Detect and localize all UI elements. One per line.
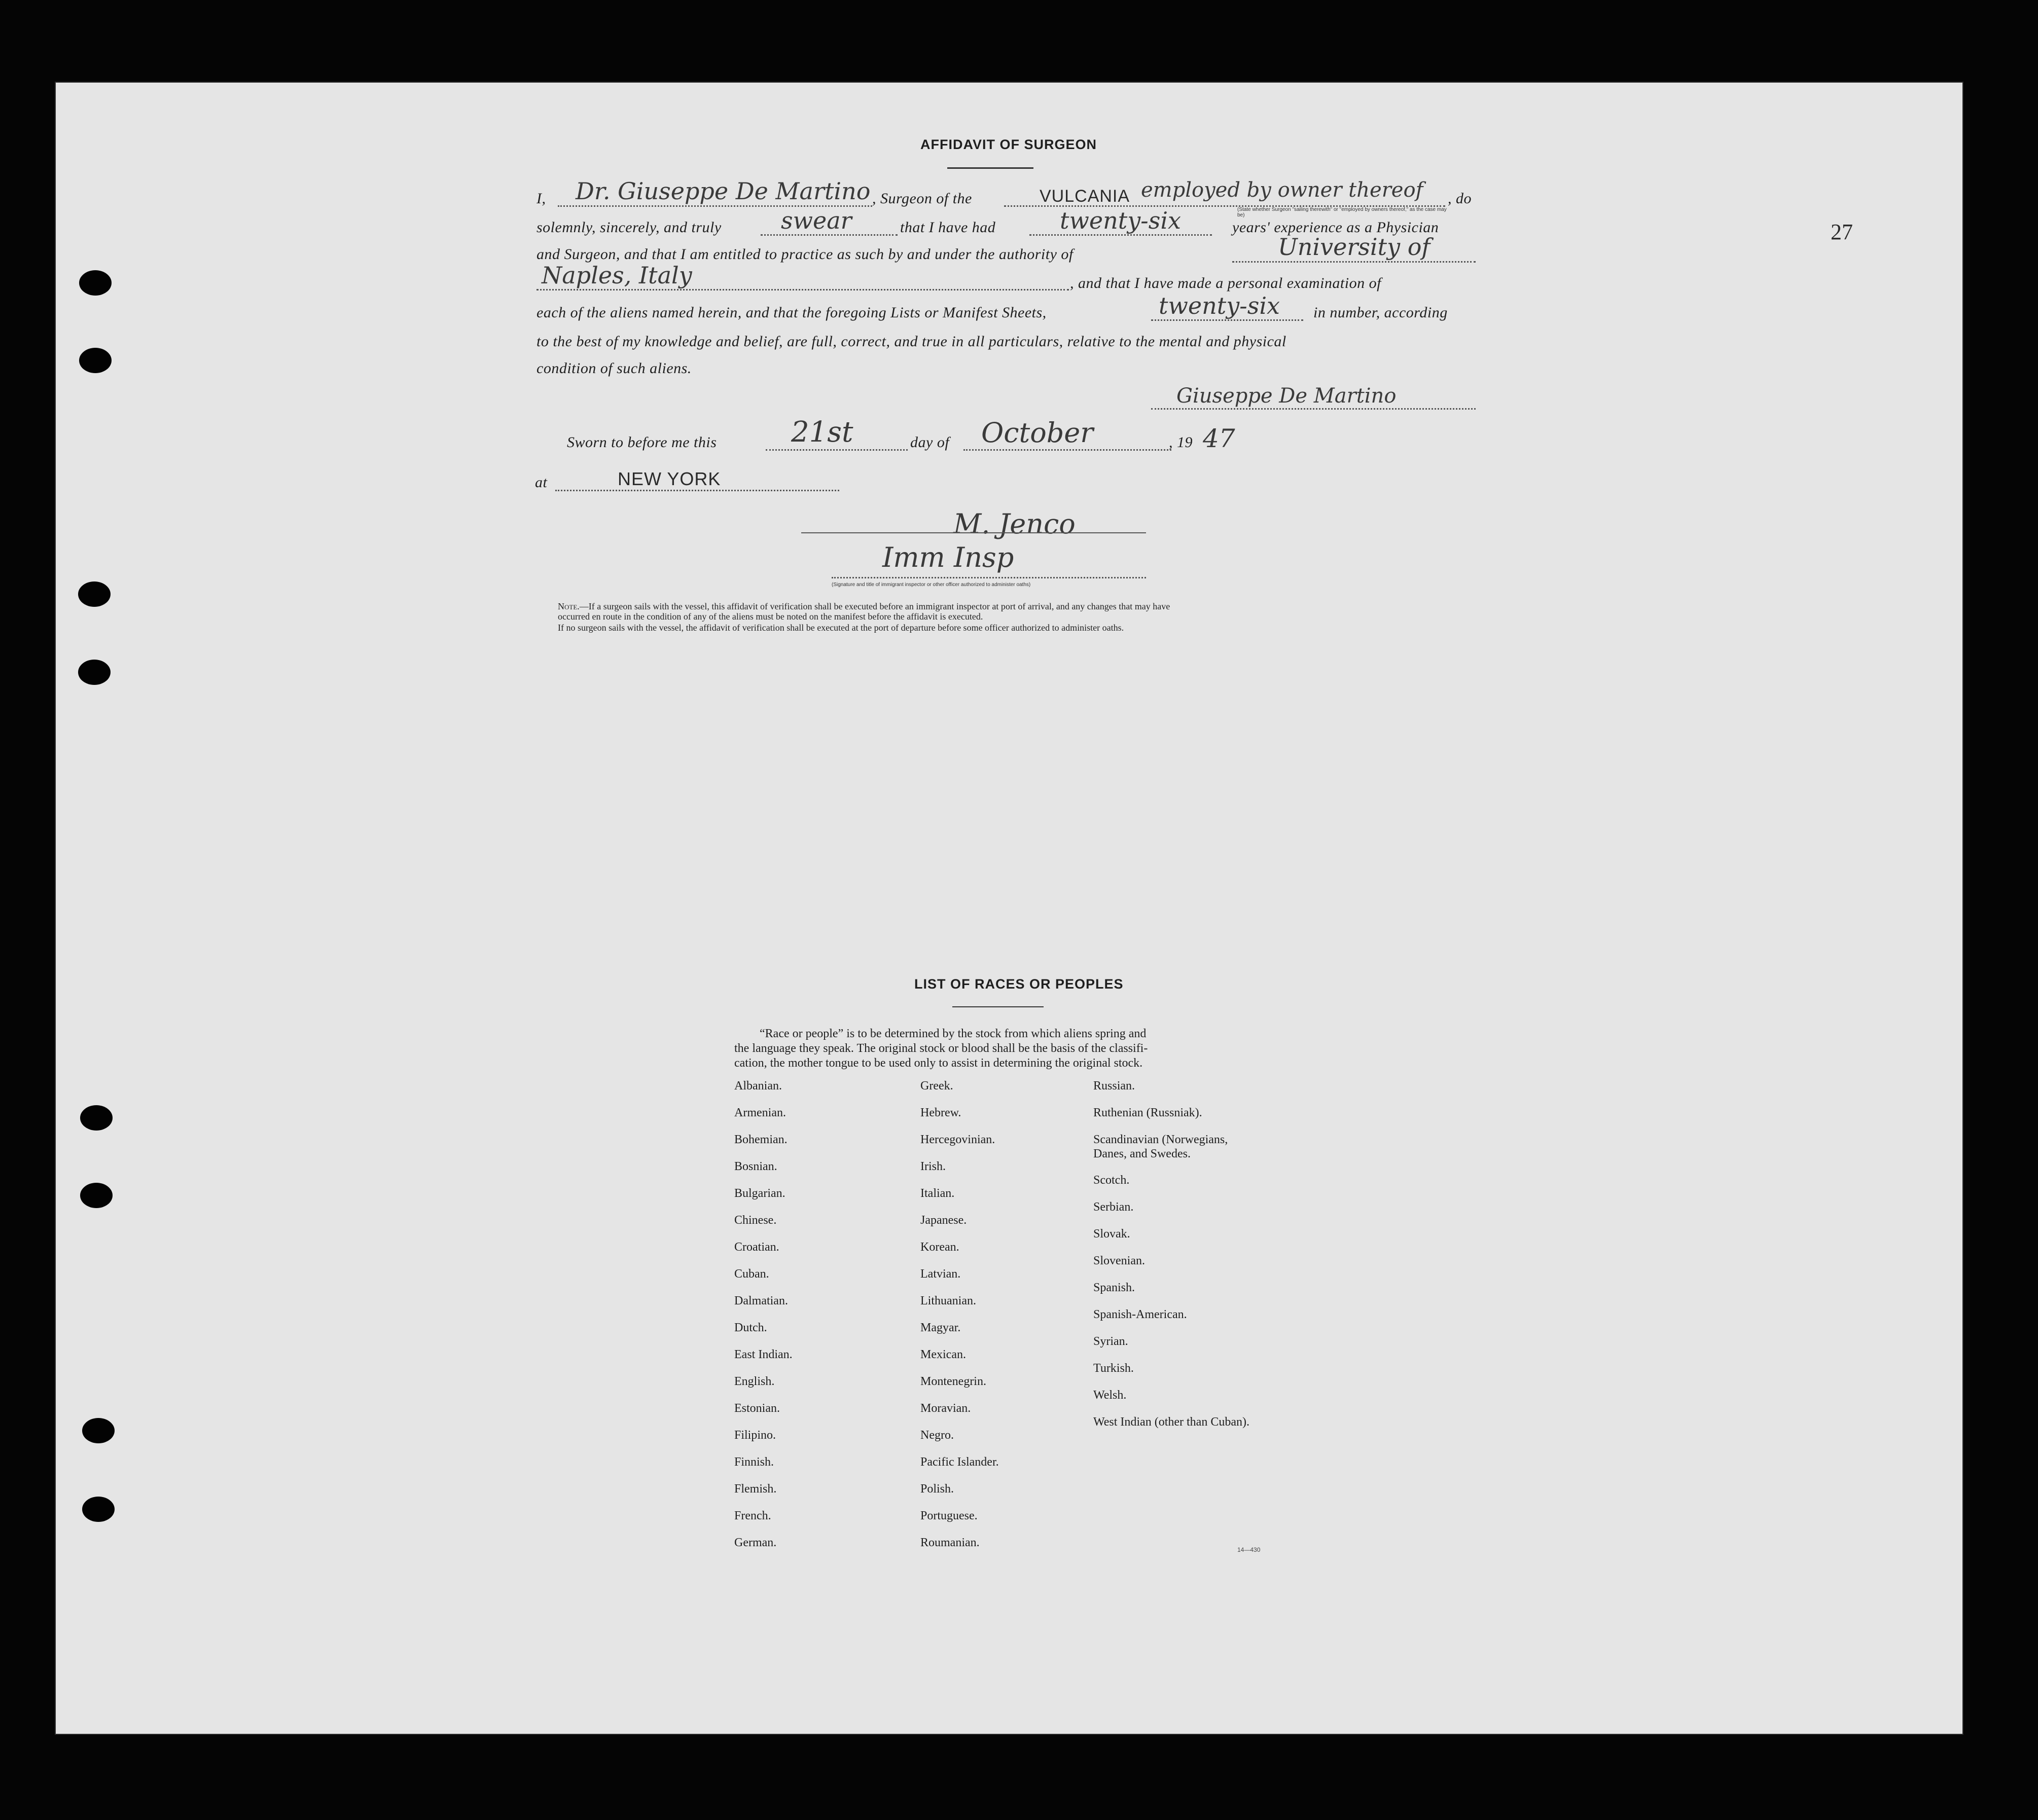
race-item: Spanish. <box>1093 1281 1135 1294</box>
binder-hole <box>79 270 112 296</box>
officer-title-line <box>832 577 1146 578</box>
sworn-year-field: 47 <box>1203 424 1235 453</box>
race-item: Welsh. <box>1093 1389 1127 1402</box>
affidavit-line-2b: that I have had <box>900 219 996 236</box>
race-item: Magyar. <box>920 1321 961 1334</box>
race-item: Slovenian. <box>1093 1254 1145 1267</box>
binder-hole <box>78 660 111 685</box>
sworn-month-line <box>963 449 1171 451</box>
race-item: Bulgarian. <box>734 1187 785 1200</box>
race-item: Ruthenian (Russniak). <box>1093 1106 1202 1119</box>
race-item: Chinese. <box>734 1214 777 1227</box>
race-item: Filipino. <box>734 1429 776 1442</box>
race-item: Scandinavian (Norwegians, Danes, and Swedes. <box>1093 1133 1228 1160</box>
authority-line <box>1232 261 1476 263</box>
binder-hole <box>79 348 112 373</box>
affidavit-line-7: condition of such aliens. <box>537 360 692 377</box>
binder-hole <box>80 1183 113 1208</box>
race-item: Turkish. <box>1093 1362 1134 1375</box>
note-line-2: occurred en route in the condition of any of the aliens must be noted on the manifest before the affidavit is executed. <box>558 611 983 622</box>
race-item: Latvian. <box>920 1267 961 1281</box>
race-item: Lithuanian. <box>920 1294 976 1307</box>
sworn-month-field: October <box>981 417 1094 449</box>
years-field: twenty-six <box>1060 207 1181 234</box>
race-item: Dalmatian. <box>734 1294 788 1307</box>
race-item: Finnish. <box>734 1455 774 1469</box>
race-item: Korean. <box>920 1241 959 1254</box>
race-item: Negro. <box>920 1429 954 1442</box>
race-item: Bohemian. <box>734 1133 788 1146</box>
race-item: Croatian. <box>734 1241 779 1254</box>
race-item: Albanian. <box>734 1079 782 1093</box>
vessel-name-field: VULCANIA <box>1040 187 1130 206</box>
race-item: Hercegovinian. <box>920 1133 995 1146</box>
sworn-text: Sworn to before me this <box>567 434 717 451</box>
race-item: Polish. <box>920 1482 954 1496</box>
surgeon-signature: Giuseppe De Martino <box>1176 384 1397 408</box>
race-item: Irish. <box>920 1160 946 1173</box>
race-item: Bosnian. <box>734 1160 777 1173</box>
affidavit-line-1c: , do <box>1448 190 1472 207</box>
race-item: English. <box>734 1375 775 1388</box>
race-item: Roumanian. <box>920 1536 980 1549</box>
officer-signature-line <box>801 532 1146 533</box>
year-prefix: , 19 <box>1169 434 1193 451</box>
races-column-3 <box>1093 1079 1276 1455</box>
affidavit-line-6: to the best of my knowledge and belief, are full, correct, and true in all particulars, relative to the mental and physical <box>537 333 1286 350</box>
officer-caption: (Signature and title of immigrant inspector or other officer authorized to administer oaths) <box>832 582 1031 588</box>
race-item: Syrian. <box>1093 1335 1128 1348</box>
officer-title: Imm Insp <box>882 541 1014 573</box>
signature-line <box>1151 408 1476 410</box>
race-item: Estonian. <box>734 1402 780 1415</box>
day-of-text: day of <box>910 434 950 451</box>
races-column-1 <box>734 1079 793 1562</box>
races-title: LIST OF RACES OR PEOPLES <box>914 976 1124 992</box>
races-intro: “Race or people” is to be determined by the stock from which aliens spring and the language they speak. The original stock or blood shall be the basis of the classifi- cation, the mother tongue to be used only to assist in determining the original stock. <box>734 1027 1148 1070</box>
sworn-field: swear <box>781 207 852 234</box>
race-item: Mexican. <box>920 1348 966 1361</box>
title-underline <box>947 167 1033 169</box>
race-item: Greek. <box>920 1079 953 1093</box>
binder-hole <box>82 1497 115 1522</box>
race-item: Japanese. <box>920 1214 967 1227</box>
sworn-day-line <box>766 449 908 451</box>
document-sheet <box>56 83 1962 1734</box>
affidavit-line-2c: years' experience as a Physician <box>1232 219 1439 236</box>
employment-field: employed by owner thereof <box>1141 178 1423 202</box>
binder-hole <box>80 1105 113 1131</box>
race-item: Portuguese. <box>920 1509 978 1522</box>
at-label: at <box>535 474 548 491</box>
affidavit-line-1b: , Surgeon of the <box>872 190 972 207</box>
authority-place-field: Naples, Italy <box>542 262 692 289</box>
races-column-2 <box>920 1079 999 1562</box>
binder-hole <box>78 581 111 607</box>
surgeon-name-field: Dr. Giuseppe De Martino <box>576 177 871 205</box>
employment-note: (State whether Surgeon "sailing therewith" or "employed by owners thereof," as the case may be) <box>1237 207 1447 218</box>
race-item: French. <box>734 1509 771 1522</box>
race-item: Moravian. <box>920 1402 971 1415</box>
affidavit-line-2: solemnly, sincerely, and truly <box>537 219 722 236</box>
race-item: Hebrew. <box>920 1106 961 1119</box>
race-item: Flemish. <box>734 1482 777 1496</box>
race-item: Scotch. <box>1093 1174 1130 1187</box>
place-line <box>555 490 839 491</box>
races-title-underline <box>952 1006 1044 1007</box>
binder-hole <box>82 1418 115 1443</box>
race-item: Russian. <box>1093 1079 1135 1093</box>
race-item: Italian. <box>920 1187 955 1200</box>
authority-place-line <box>537 289 1069 290</box>
sworn-line <box>761 234 898 236</box>
affidavit-line-5: each of the aliens named herein, and that the foregoing Lists or Manifest Sheets, <box>537 304 1047 321</box>
place-field: NEW YORK <box>618 468 721 489</box>
affidavit-line-3: and Surgeon, and that I am entitled to practice as such by and under the authority of <box>537 246 1074 263</box>
race-item: Dutch. <box>734 1321 767 1334</box>
sheet-count-line <box>1151 319 1303 321</box>
race-item: West Indian (other than Cuban). <box>1093 1415 1249 1429</box>
race-item: East Indian. <box>734 1348 793 1361</box>
years-line <box>1029 234 1212 236</box>
note-lead: Note. <box>558 601 580 611</box>
race-item: German. <box>734 1536 777 1549</box>
form-number: 14—430 <box>1237 1546 1261 1553</box>
note-line-3: If no surgeon sails with the vessel, the affidavit of verification shall be executed at the port of departure before some officer authorized to administer oaths. <box>558 623 1124 633</box>
authority-field: University of <box>1278 233 1431 261</box>
affidavit-line-4b: , and that I have made a personal examination of <box>1070 275 1381 292</box>
race-item: Armenian. <box>734 1106 786 1119</box>
race-item: Montenegrin. <box>920 1375 986 1388</box>
affidavit-line-1: I, <box>537 190 546 207</box>
race-item: Spanish-American. <box>1093 1308 1187 1321</box>
sheet-count-field: twenty-six <box>1159 292 1280 319</box>
affidavit-line-5b: in number, according <box>1313 304 1448 321</box>
sworn-day-field: 21st <box>791 416 853 449</box>
race-item: Serbian. <box>1093 1200 1134 1214</box>
race-item: Cuban. <box>734 1267 769 1281</box>
page-number: 27 <box>1831 220 1853 244</box>
note-line-1: Note.—If a surgeon sails with the vessel, this affidavit of verification shall be executed before an immigrant inspector at port of arrival, and any changes that may have <box>558 601 1170 611</box>
officer-signature: M. Jenco <box>953 508 1076 540</box>
race-item: Slovak. <box>1093 1227 1130 1241</box>
race-item: Pacific Islander. <box>920 1455 999 1469</box>
affidavit-title: AFFIDAVIT OF SURGEON <box>920 137 1097 152</box>
